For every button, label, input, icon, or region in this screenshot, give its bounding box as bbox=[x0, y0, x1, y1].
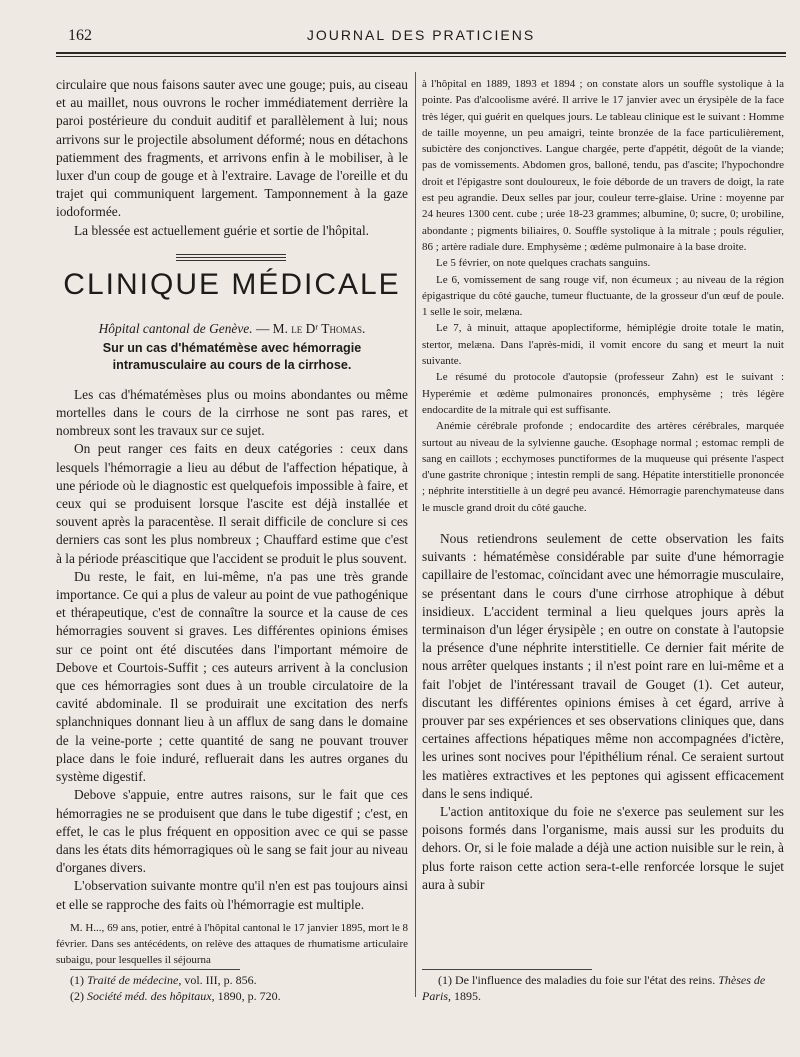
paragraph: Du reste, le fait, en lui-même, n'a pas une très grande importance. Ce qui a plus de valeur au point de vue pathogénique et thérapeutique, c'est de connaître la source et la cause de ces hémorragies souvent si graves. Les différentes opinions émises sur ce point ont été discutées dans l'important mémoire de Debove et Courtois-Suffit ; ces auteurs arrivent à la conclusion que ces hémorragies sont dues à un trouble circulatoire de la cavité abdominale. Il se produirait une excitation des nerfs splanchniques donnant lieu à un afflux de sang dans le domaine de la veine-porte ; cette quantité de sang ne pouvant trouver place dans le foie induré, refluerait dans les autres organes du système digestif. bbox=[56, 568, 408, 785]
footnote-rule bbox=[422, 969, 592, 970]
footnote-citation: Traité de médecine bbox=[87, 973, 179, 987]
section-ornament bbox=[56, 244, 408, 272]
paragraph: L'observation suivante montre qu'il n'en est pas toujours ainsi et elle se rapproche des faits où l'hémorragie est multiple. bbox=[56, 878, 408, 912]
footnote-rule bbox=[70, 969, 240, 970]
article-title: Sur un cas d'hématémèse avec hémorragie intramusculaire au cours de la cirrhose. bbox=[102, 340, 362, 372]
journal-title: JOURNAL DES PRATICIENS bbox=[306, 27, 536, 43]
paragraph: On peut ranger ces faits en deux catégories : ceux dans lesquels l'hémorragie a lieu au début de l'affection hépatique, à une période où le diagnostic est quelquefois impossible à faire, et ceux qui se produisent lorsque l'ascite est déjà installée et souvent après la paracentèse. Il serait difficile de conclure si ces derniers cas sont les plus nombreux ; Chauffard estime que c'est à la période préascitique que l'accident se produit le plus souvent. bbox=[56, 441, 408, 566]
author: — M. le Dʳ Thomas. bbox=[252, 320, 366, 336]
footnotes-right bbox=[422, 972, 784, 1004]
paragraph: Nous retiendrons seulement de cette observation les faits suivants : hématémèse considérable par suite d'une hémorragie capillaire de l'estomac, coïncidant avec une hémorragie musculaire, se présentant dans le cours d'une cirrhose atrophique à début insidieux. L'accident terminal a lieu quelques jours après la terminaison d'un léger érysipèle ; en outre on constate à l'autopsie la présence d'une néphrite interstitielle. Ce dernier fait mérite de nous arrêter quelques instants ; il n'est point rare en lui-même et a fait l'objet de l'intéressant travail de Gouget (1). Cet auteur, discutant les différentes opinions émises à cet égard, arrive à prouver par ses expériences et ses observations cliniques que, dans certaines affections hépatiques même non accompagnées d'ictère, les urines sont nocives pour l'épithélium rénal. Ce seraient surtout les matières extractives et les peptones qui agissent efficacement dans le sens indiqué. bbox=[422, 531, 784, 801]
footnote bbox=[70, 972, 410, 988]
article-byline bbox=[56, 320, 408, 338]
hospital-name: Hôpital cantonal de Genève. bbox=[98, 320, 253, 336]
page-number: 162 bbox=[68, 27, 92, 44]
footnote-text: (1) De l'influence des maladies du foie sur l'état des reins. bbox=[438, 973, 719, 987]
footnote-rest: , 1895. bbox=[448, 989, 482, 1003]
footnote-marker: (1) bbox=[70, 973, 84, 987]
right-column bbox=[422, 76, 784, 894]
paragraph: circulaire que nous faisons sauter avec une gouge; puis, au ciseau et au maillet, nous ouvrons le rocher immédiatement derrière la paroi postérieure du conduit auditif et parallèlement à lui; nous arrivons sur le projectile absolument déformé; nous en détachons patiemment des fragments, et arrivons enfin à le mobiliser, à le luxer d'un coup de gouge et à l'extraire. Lavage de l'oreille et du trajet qui communiquent largement. Tamponnement à la gaze iodoformée. bbox=[56, 77, 408, 220]
observation-paragraph: Le 5 février, on note quelques crachats sanguins. bbox=[436, 257, 651, 270]
observation-paragraph: Le résumé du protocole d'autopsie (professeur Zahn) est le suivant : Hyperémie et œdème pulmonaires prononcés, emphysème ; très légère endocardite de la mitrale qui est suffisante. bbox=[422, 371, 784, 416]
footnote-rest: , vol. III, p. 856. bbox=[178, 973, 257, 987]
paragraph: Les cas d'hématémèses plus ou moins abondantes ou même mortelles dans le cours de la cirrhose ne sont pas rares, et nombreux sont les travaux sur ce sujet. bbox=[56, 386, 408, 439]
observation-paragraph: Anémie cérébrale profonde ; endocardite des artères cérébrales, marquée surtout au niveau de la sylvienne gauche. Œsophage normal ; estomac rempli de sang en caillots ; ecchymoses punctiformes de la muqueuse qui présente l'aspect d'une gastrite chronique ; intestin rempli de sang. Hépatite interstitielle prononcée ; néphrite interstitielle à un degré peu avancé. Hémorragie parenchymateuse dans le muscle grand droit du côté gauche. bbox=[422, 420, 784, 514]
header-rule-thin bbox=[56, 56, 786, 57]
column-divider bbox=[415, 72, 416, 997]
observation-paragraph: Le 6, vomissement de sang rouge vif, non écumeux ; au niveau de la région épigastrique du côté gauche, tumeur fluctuante, de la grosseur d'un œuf de poule. 1 selle le soir, melæna. bbox=[422, 273, 784, 319]
section-title: CLINIQUE MÉDICALE bbox=[63, 267, 401, 301]
left-column bbox=[56, 76, 408, 969]
footnote-citation: Société méd. des hôpitaux bbox=[87, 989, 212, 1003]
footnote bbox=[70, 988, 410, 1004]
observation-paragraph: à l'hôpital en 1889, 1893 et 1894 ; on constate alors un souffle systolique à la pointe. Pas d'alcoolisme avéré. Il arrive le 17 janvier avec un érysipèle de la face très léger, qui guérit en quelques jours. Le tableau clinique est le suivant : Homme de taille moyenne, un peu amaigri, teinte bronzée de la face particulièrement, subictère des conjonctives. Langue chargée, perte d'appétit, dégoût de la viande; pas de vomissements. Abdomen gros, balloné, tendu, pas d'ascite; l'hypochondre droit et l'épigastre sont douloureux, le foie déborde de un travers de doigt, la rate est peu agrandie. Deux selles par jour, couleur terre-glaise. Urine : moyenne par 24 heures 1300 cent. cube ; urée 18-23 grammes; albumine, 0; sucre, 0; urobiline, abondante ; pigments biliaires, 0. Souffle systolique à la mitrale ; pouls régulier, 86 ; artère radiale dure. Emphysème ; œdème pulmonaire à la base droite. bbox=[422, 78, 784, 253]
observation-paragraph: M. H..., 69 ans, potier, entré à l'hôpital cantonal le 17 janvier 1895, mort le 8 février. Dans ses antécédents, on relève des attaques de rhumatisme articulaire subaigu, pour lesquelles il séjourna bbox=[56, 921, 408, 967]
paragraph: La blessée est actuellement guérie et sortie de l'hôpital. bbox=[74, 222, 370, 238]
paragraph: L'action antitoxique du foie ne s'exerce pas seulement sur les poisons formés dans l'organisme, mais aussi sur les produits du dehors. Or, si le foie malade a déjà une action nuisible sur le rein, à plus forte raison cette action sera-t-elle renforcée lorsque le sujet aura à subir bbox=[422, 804, 784, 892]
page-header bbox=[56, 25, 786, 51]
footnote-citation: Thèses de Paris bbox=[422, 973, 766, 1003]
footnote-rest: , 1890, p. 720. bbox=[211, 989, 281, 1003]
footnote-marker: (2) bbox=[70, 989, 84, 1003]
header-rule bbox=[56, 52, 786, 54]
footnotes-left bbox=[70, 972, 410, 1004]
footnote bbox=[422, 972, 784, 1004]
paragraph: Debove s'appuie, entre autres raisons, sur le fait que ces hémorragies ne se produisent que dans le tube digestif ; c'est, en effet, le cas le plus fréquent en opposition avec ce qui se passe dans les états dits hémorragiques où le sang se fait jour au niveau d'organes divers. bbox=[56, 787, 408, 876]
observation-paragraph: Le 7, à minuit, attaque apoplectiforme, hémiplégie droite totale le matin, stertor, melæna. Dans l'après-midi, il vomit encore du sang et meurt la nuit suivante. bbox=[422, 322, 784, 368]
